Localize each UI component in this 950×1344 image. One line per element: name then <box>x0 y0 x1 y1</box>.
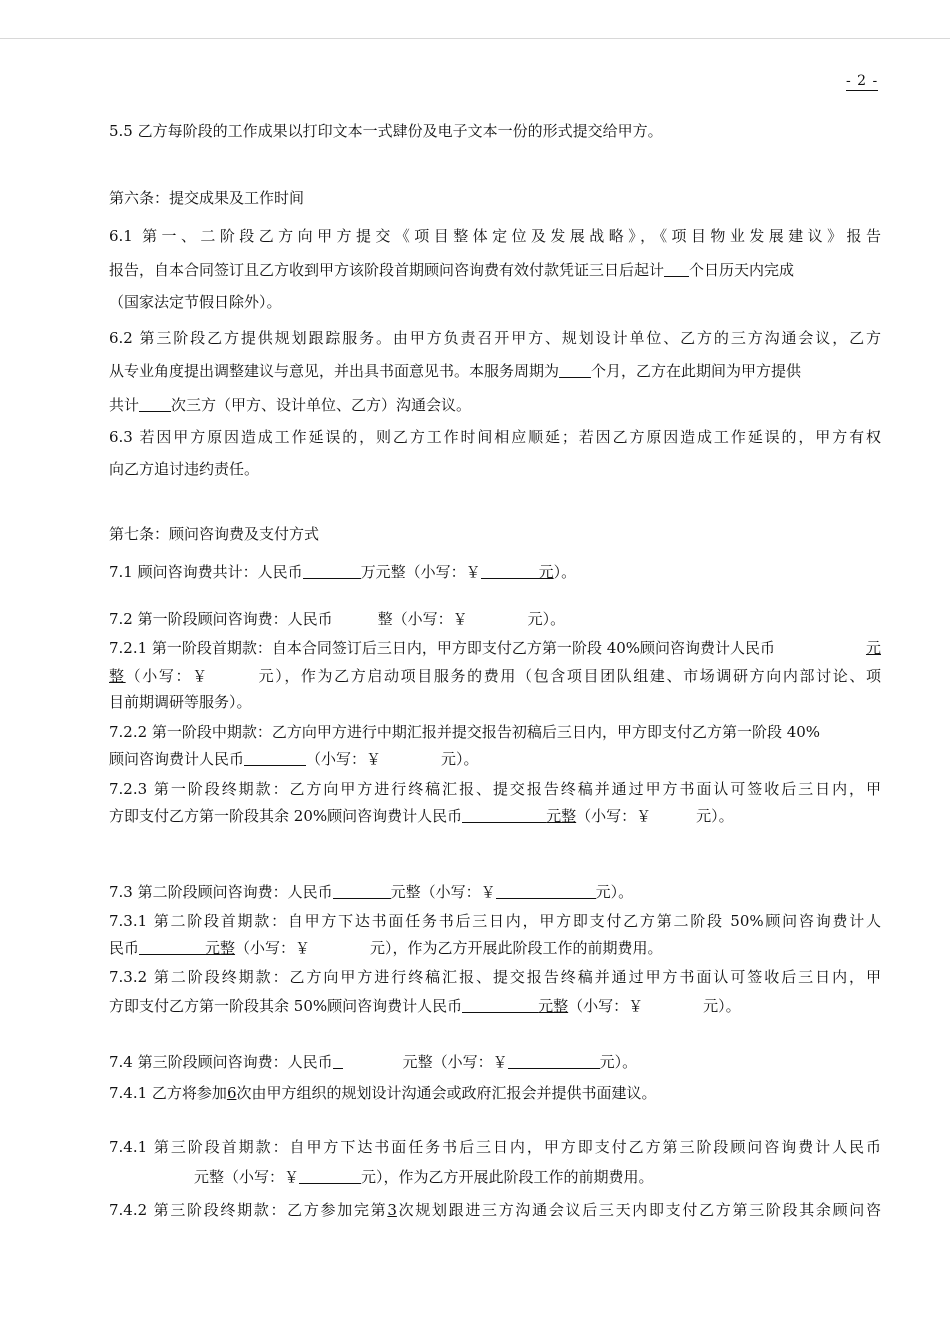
blank <box>244 750 306 766</box>
blank <box>303 563 361 579</box>
text: 顾问咨询费计人民币 <box>109 750 245 768</box>
text: ）。 <box>553 563 577 581</box>
clause-7-3-1-line2 <box>109 938 663 958</box>
article-6-title: 第六条：提交成果及工作时间 <box>109 189 305 207</box>
text: 7.4 第三阶段顾问咨询费：人民币 <box>109 1053 333 1071</box>
text: （小写：￥ 元）。 <box>568 997 741 1015</box>
clause-6-1-line3: （国家法定节假日除外）。 <box>109 293 282 311</box>
text: 元 <box>865 639 881 657</box>
clause-5-5: 5.5 乙方每阶段的工作成果以打印文本一式肆份及电子文本一份的形式提交给甲方。 <box>109 122 663 140</box>
clause-7-2-3: 7.2.3 第一阶段终期款：乙方向甲方进行终稿汇报、提交报告终稿并通过甲方书面认可签收后三日内，甲 <box>109 780 881 798</box>
text: 元整 <box>546 807 577 825</box>
blank <box>333 883 391 899</box>
clause-6-1: 6.1 第一、二阶段乙方向甲方提交《项目整体定位及发展战略》，《项目物业发展建议》报告 <box>109 227 881 245</box>
clause-7-3-2-line2 <box>109 996 741 1016</box>
text: 元）。 <box>595 883 634 901</box>
text: 次由甲方组织的规划设计沟通会或政府汇报会并提供书面建议。 <box>236 1084 657 1102</box>
clause-7-2-1-line3: 目前期调研等服务）。 <box>109 693 252 711</box>
text: 7.1 顾问咨询费共计：人民币 <box>109 563 303 581</box>
clause-7-2-2: 7.2.2 第一阶段中期款：乙方向甲方进行中期汇报并提交报告初稿后三日内，甲方即支付乙方第一阶段 40% <box>109 723 821 741</box>
clause-7-1 <box>109 562 576 582</box>
clause-7-4-2 <box>109 1200 881 1220</box>
blank <box>139 396 171 412</box>
blank <box>559 362 591 378</box>
text: 7.2.1 第一阶段首期款：自本合同签订后三日内，甲方即支付乙方第一阶段 40%顾问咨询费计人民币 <box>109 639 776 657</box>
text: 万元整（小写：￥ <box>360 563 481 581</box>
clause-7-4-1-first: 7.4.1 第三阶段首期款：自甲方下达书面任务书后三日内，甲方即支付乙方第三阶段顾问咨询费计人民币 <box>109 1138 881 1156</box>
clause-6-3: 6.3 若因甲方原因造成工作延误的，则乙方工作时间相应顺延；若因乙方原因造成工作延误的，甲方有权 <box>109 428 881 446</box>
text: 元）。 <box>599 1053 638 1071</box>
clause-7-4 <box>109 1052 637 1072</box>
blank <box>462 997 538 1013</box>
text: （小写：￥ 元）。 <box>576 807 734 825</box>
blank <box>508 1053 600 1069</box>
article-7-title: 第七条：顾问咨询费及支付方式 <box>109 525 320 543</box>
text: 次规划跟进三方沟通会议后三天内即支付乙方第三阶段其余顾问咨 <box>396 1201 881 1219</box>
clause-7-2-1-line2 <box>109 666 881 686</box>
text: 整 <box>109 667 126 685</box>
text: 6 <box>226 1084 237 1102</box>
text: 方即支付乙方第一阶段其余 20%顾问咨询费计人民币 <box>109 807 463 825</box>
blank <box>139 939 205 955</box>
text: 元整（小写：￥ <box>194 1168 300 1186</box>
blank <box>462 807 546 823</box>
text: 元整 <box>538 997 569 1015</box>
clause-7-3-1: 7.3.1 第二阶段首期款：自甲方下达书面任务书后三日内，甲方即支付乙方第二阶段 50%顾问咨询费计人 <box>109 912 881 930</box>
text: 共计 <box>109 396 140 414</box>
text: 7.3 第二阶段顾问咨询费：人民币 <box>109 883 333 901</box>
text: 3 <box>387 1201 397 1219</box>
clause-6-3-line2: 向乙方追讨违约责任。 <box>109 460 260 478</box>
header-rule <box>0 38 950 39</box>
text: 报告，自本合同签订且乙方收到甲方该阶段首期顾问咨询费有效付款凭证三日后起计 <box>109 261 665 279</box>
clause-7-4-1 <box>109 1083 657 1103</box>
blank <box>299 1168 361 1184</box>
text: 元 <box>538 563 554 581</box>
blank <box>481 563 539 579</box>
text: 从专业角度提出调整建议与意见，并出具书面意见书。本服务周期为 <box>109 362 560 380</box>
blank <box>496 883 596 899</box>
text: 个日历天内完成 <box>689 261 795 279</box>
clause-6-2-line3 <box>109 395 471 415</box>
clause-7-4-1-first-line2 <box>194 1167 654 1187</box>
clause-7-2-2-line2 <box>109 749 479 769</box>
clause-7-2-3-line2 <box>109 806 734 826</box>
clause-6-1-line2 <box>109 260 794 280</box>
clause-6-2-line2 <box>109 361 801 381</box>
clause-7-2-1 <box>109 638 881 658</box>
text: （小写：￥ 元）。 <box>306 750 479 768</box>
text: 次三方（甲方、设计单位、乙方）沟通会议。 <box>171 396 472 414</box>
text: 元整 <box>205 939 236 957</box>
blank <box>664 261 689 277</box>
text: 方即支付乙方第一阶段其余 50%顾问咨询费计人民币 <box>109 997 463 1015</box>
text: （小写：￥ 元），作为乙方启动项目服务的费用（包含项目团队组建、市场调研方向内部讨论、项 <box>125 667 881 685</box>
text: 7.4.2 第三阶段终期款：乙方参加完第 <box>109 1201 388 1219</box>
page-number: - 2 - <box>846 73 879 89</box>
text: 元），作为乙方开展此阶段工作的前期费用。 <box>361 1168 654 1186</box>
text: 元整（小写：￥ <box>402 1053 508 1071</box>
text: （小写：￥ 元），作为乙方开展此阶段工作的前期费用。 <box>235 939 663 957</box>
text: 个月，乙方在此期间为甲方提供 <box>591 362 802 380</box>
text: 元整（小写：￥ <box>390 883 496 901</box>
text: 7.4.1 乙方将参加 <box>109 1084 227 1102</box>
clause-6-2: 6.2 第三阶段乙方提供规划跟踪服务。由甲方负责召开甲方、规划设计单位、乙方的三方沟通会议，乙方 <box>109 329 881 347</box>
text: 民币 <box>109 939 140 957</box>
clause-7-2: 7.2 第一阶段顾问咨询费：人民币 整（小写：￥ 元）。 <box>109 610 566 628</box>
clause-7-3 <box>109 882 633 902</box>
clause-7-3-2: 7.3.2 第二阶段终期款：乙方向甲方进行终稿汇报、提交报告终稿并通过甲方书面认可签收后三日内，甲 <box>109 968 881 986</box>
blank <box>333 1053 343 1069</box>
